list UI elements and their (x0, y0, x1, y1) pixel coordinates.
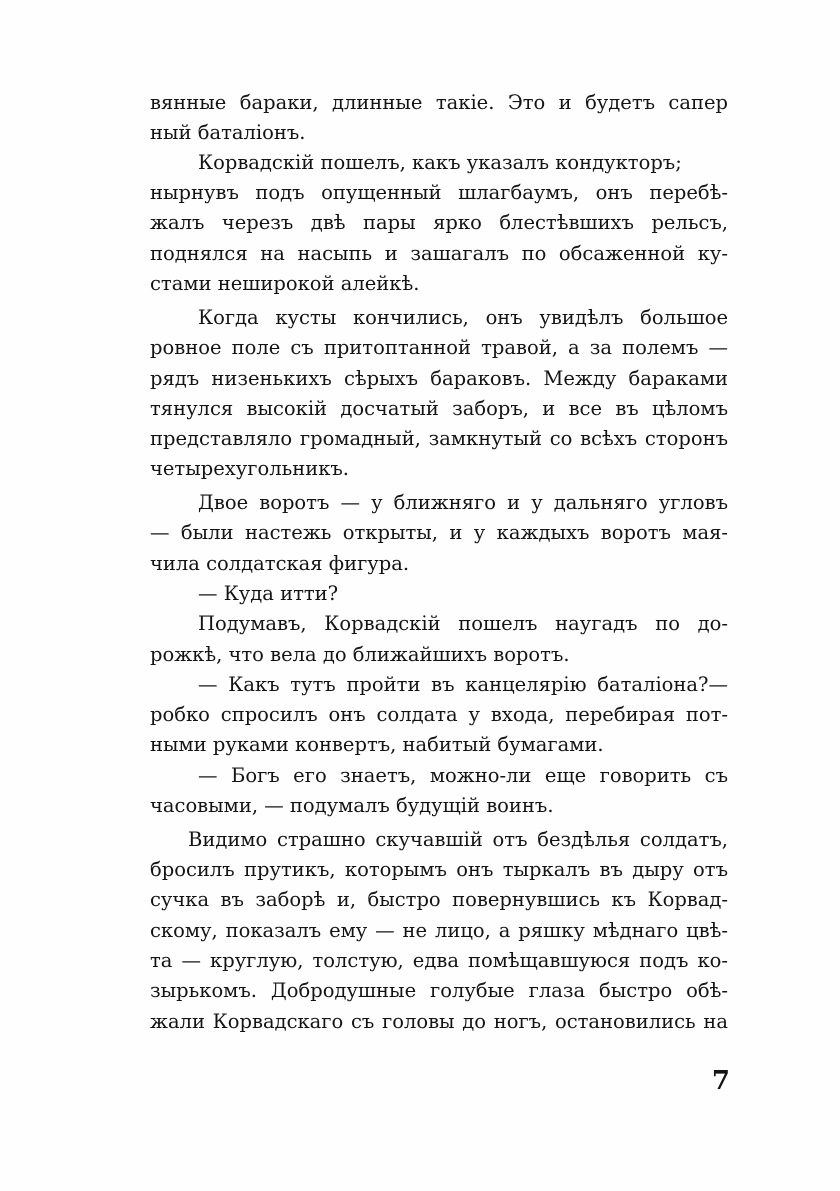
text-line: Двое воротъ — у ближняго и у дальняго угловъ (198, 491, 728, 514)
text-line: ровное поле съ притоптанной травой, а за полемъ — (150, 336, 728, 359)
text-line: тянулся высокій досчатый заборъ, и все въ цѣломъ (150, 397, 728, 420)
text-line: жали Корвадскаго съ головы до ногъ, остановились на (150, 1010, 728, 1033)
text-line: Подумавъ, Корвадскій пошелъ наугадъ по до- (198, 612, 728, 635)
page-number: 7 (711, 1066, 730, 1096)
text-line: скому, показалъ ему — не лицо, а ряшку мѣднаго цвѣ- (150, 919, 728, 942)
text-line: рожкѣ, что вела до ближайшихъ воротъ. (150, 643, 570, 666)
text-line: — Какъ тутъ пройти въ канцелярію баталіона?— (198, 673, 728, 696)
text-line: — Куда итти? (198, 582, 339, 605)
text-line: поднялся на насыпь и зашагалъ по обсаженной ку- (150, 242, 728, 265)
text-line: зырькомъ. Добродушные голубые глаза быстро обѣ- (150, 979, 728, 1002)
text-line: жалъ черезъ двѣ пары ярко блестѣвшихъ рельсъ, (150, 211, 728, 234)
text-line: — были настежь открыты, и у каждыхъ воротъ мая- (150, 521, 728, 544)
text-line: стами неширокой алейкѣ. (150, 272, 420, 295)
text-line: четырехугольникъ. (150, 457, 349, 480)
text-line: Корвадскій пошелъ, какъ указалъ кондукторъ; (198, 151, 682, 174)
text-line: нырнувъ подъ опущенный шлагбаумъ, онъ перебѣ- (150, 181, 728, 204)
text-line: робко спросилъ онъ солдата у входа, перебирая пот- (150, 703, 728, 726)
text-line: рядъ низенькихъ сѣрыхъ бараковъ. Между бараками (150, 367, 728, 390)
text-line: та — круглую, толстую, едва помѣщавшуюся подъ ко- (150, 949, 728, 972)
text-line: сучка въ заборѣ и, быстро повернувшись къ Корвад- (150, 888, 728, 911)
text-line: вянные бараки, длинные такіе. Это и будетъ сапер ный баталіонъ. (150, 91, 728, 144)
text-line: — Богъ его знаетъ, можно-ли еще говорить съ (198, 764, 728, 787)
text-line: Видимо страшно скучавшій отъ бездѣлья солдатъ, (188, 828, 728, 851)
text-line: Когда кусты кончились, онъ увидѣлъ большое (198, 306, 728, 329)
text-line: бросилъ прутикъ, которымъ онъ тыркалъ въ дыру отъ (150, 858, 728, 881)
text-line: чила солдатская фигура. (150, 552, 410, 575)
text-line: ными руками конвертъ, набитый бумагами. (150, 733, 604, 756)
text-line: представляло громадный, замкнутый со всѣхъ сторонъ (150, 427, 728, 450)
text-line: часовыми, — подумалъ будущій воинъ. (150, 794, 554, 817)
